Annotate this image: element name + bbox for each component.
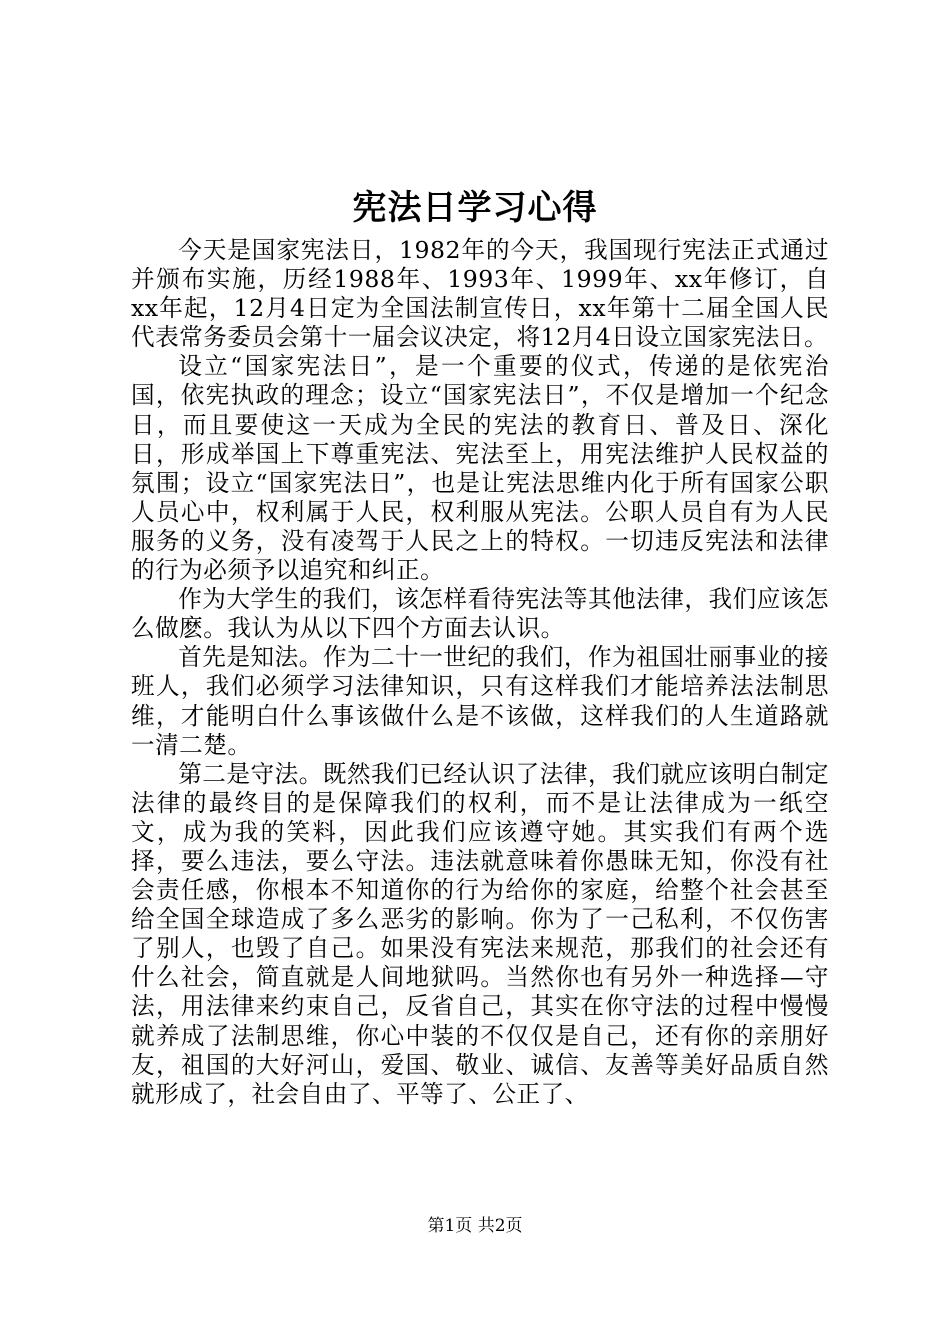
paragraph: 作为大学生的我们，该怎样看待宪法等其他法律，我们应该怎么做麽。我认为从以下四个方面去认识。 xyxy=(131,585,829,643)
paragraph: 今天是国家宪法日，1982年的今天，我国现行宪法正式通过并颁布实施，历经1988年、1993年、1999年、xx年修订，自xx年起，12月4日定为全国法制宣传日，xx年第十二届全国人民代表常务委员会第十一届会议决定，将12月4日设立国家宪法日。 xyxy=(131,236,829,352)
page-footer: 第1页 共2页 xyxy=(427,1216,523,1236)
paragraph: 设立“国家宪法日”，是一个重要的仪式，传递的是依宪治国，依宪执政的理念；设立“国家宪法日”，不仅是增加一个纪念日，而且要使这一天成为全民的宪法的教育日、普及日、深化日，形成举国上下尊重宪法、宪法至上，用宪法维护人民权益的氛围；设立“国家宪法日”，也是让宪法思维内化于所有国家公职人员心中，权利属于人民，权利服从宪法。公职人员自有为人民服务的义务，没有凌驾于人民之上的特权。一切违反宪法和法律的行为必须予以追究和纠正。 xyxy=(131,352,829,585)
document-body xyxy=(131,236,829,1109)
paragraph: 首先是知法。作为二十一世纪的我们，作为祖国壮丽事业的接班人，我们必须学习法律知识，只有这样我们才能培养法法制思维，才能明白什么事该做什么是不该做，这样我们的人生道路就一清二楚。 xyxy=(131,643,829,759)
document-title: 宪法日学习心得 xyxy=(352,188,598,228)
paragraph: 第二是守法。既然我们已经认识了法律，我们就应该明白制定法律的最终目的是保障我们的权利，而不是让法律成为一纸空文，成为我的笑料，因此我们应该遵守她。其实我们有两个选择，要么违法，要么守法。违法就意味着你愚昧无知，你没有社会责任感，你根本不知道你的行为给你的家庭，给整个社会甚至给全国全球造成了多么恶劣的影响。你为了一己私利，不仅伤害了别人，也毁了自己。如果没有宪法来规范，那我们的社会还有什么社会，简直就是人间地狱吗。当然你也有另外一种选择—守法，用法律来约束自己，反省自己，其实在你守法的过程中慢慢就养成了法制思维，你心中装的不仅仅是自己，还有你的亲朋好友，祖国的大好河山，爱国、敬业、诚信、友善等美好品质自然就形成了，社会自由了、平等了、公正了、 xyxy=(131,759,829,1108)
